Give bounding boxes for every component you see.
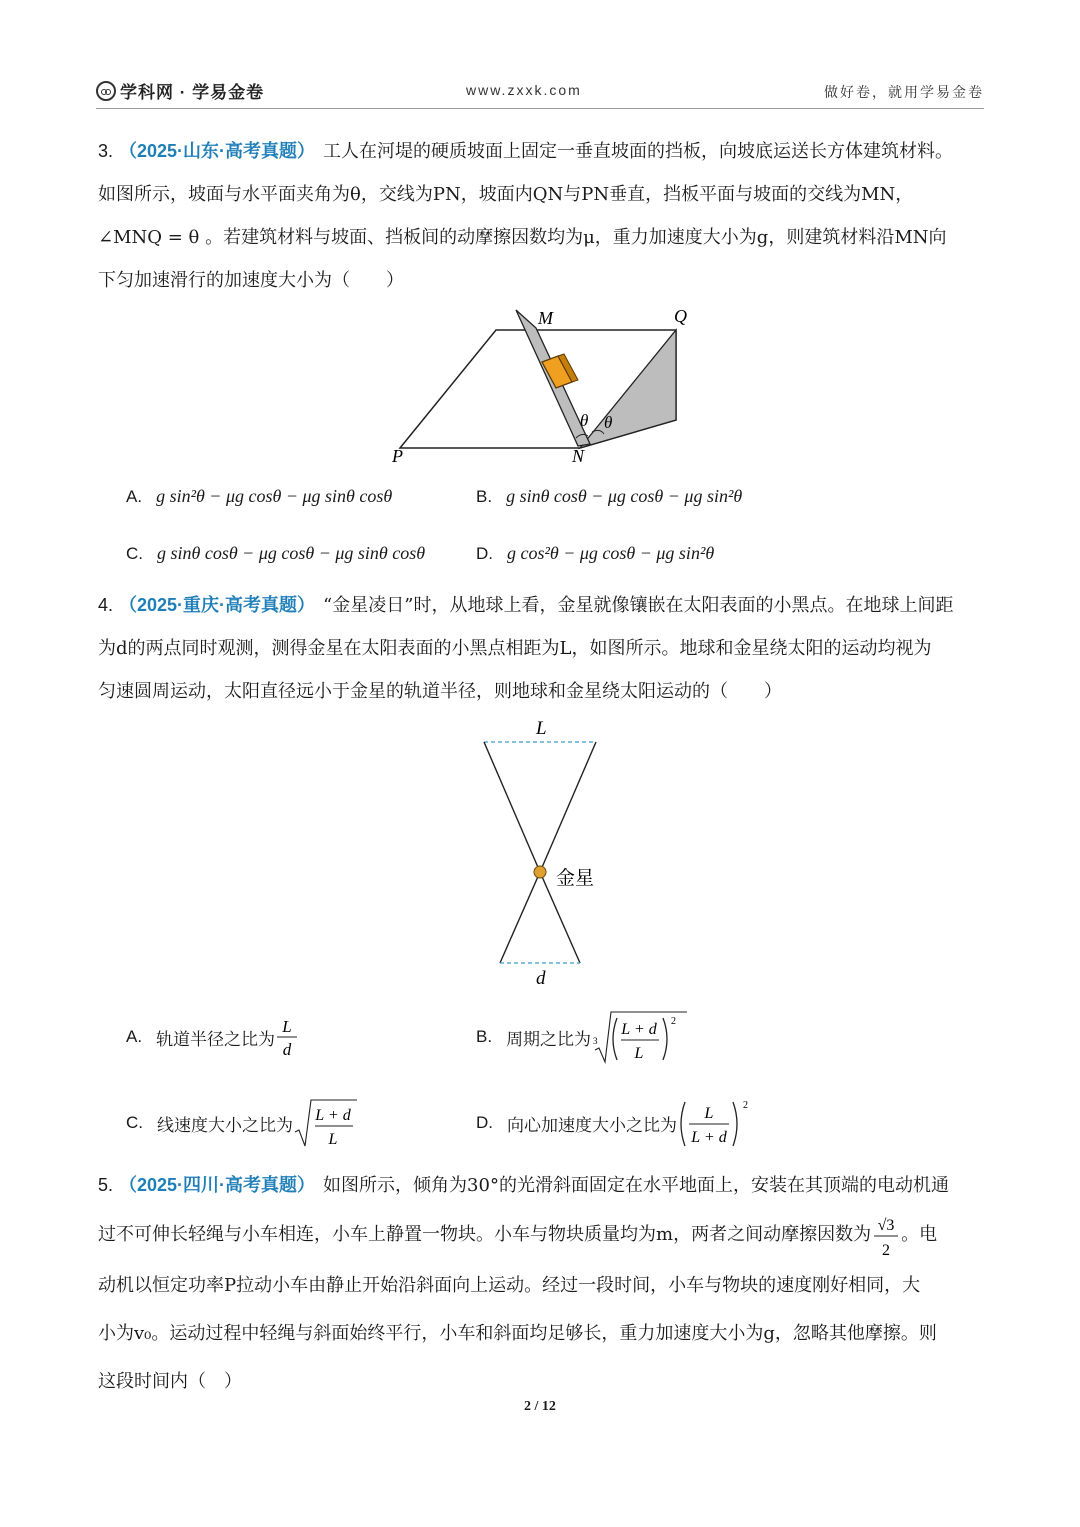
svg-text:2: 2 [882, 1241, 891, 1259]
question-source: （2025·四川·高考真题） [119, 1175, 316, 1195]
question-4-line-2: 为d的两点同时观测，测得金星在太阳表面的小黑点相距为L，如图所示。地球和金星绕太阳的运动均视为 [98, 638, 932, 659]
label-d: d [536, 968, 546, 989]
squared-fraction [677, 1094, 753, 1152]
svg-text:d: d [282, 1040, 292, 1059]
question-4-line-3: 匀速圆周运动，太阳直径远小于金星的轨道半径，则地球和金星绕太阳运动的（ ） [98, 681, 782, 702]
label-Q: Q [674, 306, 687, 326]
svg-text:L: L [704, 1105, 714, 1122]
svg-text:L + d: L + d [621, 1021, 657, 1038]
question-3-line-4: 下匀加速滑行的加速度大小为（ ） [98, 270, 404, 291]
friction-fraction [871, 1210, 901, 1260]
svg-text:3: 3 [593, 1036, 598, 1046]
question-4 [98, 584, 984, 713]
question-5-line-2: 过不可伸长轻绳与小车相连，小车上静置一物块。小车与物块质量均为m，两者之间动摩擦因数为 √3 2 。电 [98, 1207, 984, 1262]
question-number: 3. [98, 141, 114, 161]
page-header [96, 72, 984, 109]
label-theta-1: θ [580, 411, 589, 430]
question-number: 4. [98, 595, 114, 615]
svg-text:L + d: L + d [691, 1129, 727, 1146]
question-number: 5. [98, 1175, 114, 1195]
question-3-line-2: 如图所示，坡面与水平面夹角为θ，交线为PN，坡面内QN与PN垂直，挡板平面与坡面的交线为MN， [98, 184, 914, 205]
svg-text:L: L [328, 1131, 338, 1148]
label-theta-2: θ [604, 413, 613, 432]
svg-text:L: L [634, 1045, 644, 1062]
option-4c: C. 线速度大小之比为 L + d L [126, 1096, 359, 1150]
sqrt-expression [293, 1096, 359, 1150]
question-source: （2025·山东·高考真题） [119, 141, 316, 161]
question-5-line-4: 小为v₀。运动过程中轻绳与斜面始终平行，小车和斜面均足够长，重力加速度大小为g，忽略其他摩擦。则 [98, 1323, 937, 1344]
option-3d: D. g cos²θ − μg cosθ − μg sin²θ [476, 543, 715, 563]
svg-text:L + d: L + d [315, 1107, 351, 1124]
fraction-L-over-d [275, 1014, 299, 1060]
question-text: 如图所示，倾角为30°的光滑斜面固定在水平地面上，安装在其顶端的电动机通 [323, 1175, 949, 1196]
label-L: L [536, 718, 547, 739]
option-3b: B. g sinθ cosθ − μg cosθ − μg sin²θ [476, 486, 743, 506]
question-5 [98, 1164, 984, 1406]
svg-text:2: 2 [671, 1016, 677, 1027]
question-4-line-1 [98, 584, 984, 627]
label-venus: 金星 [556, 867, 595, 889]
label-N: N [572, 446, 585, 466]
venus-dot [534, 866, 546, 878]
site-url: www.zxxk.com [466, 82, 582, 98]
label-M: M [538, 308, 553, 328]
question-3-line-1 [98, 130, 984, 173]
option-4d: D. 向心加速度大小之比为 L L + d 2 [476, 1094, 753, 1152]
question-5-line-1 [98, 1164, 984, 1207]
question-5-line-3: 动机以恒定功率P拉动小车由静止开始沿斜面向上运动。经过一段时间，小车与物块的速度刚好相同，大 [98, 1275, 921, 1296]
question-3-line-3: ∠MNQ = θ 。若建筑材料与坡面、挡板间的动摩擦因数均为μ，重力加速度大小为g，则建筑材料沿MN向 [98, 227, 947, 248]
svg-text:L: L [282, 1017, 292, 1036]
question-3 [98, 130, 984, 302]
logo-text: 学科网 · 学易金卷 [120, 83, 265, 102]
label-P: P [392, 446, 403, 466]
cube-root-expression [591, 1008, 691, 1066]
option-4b: B. 周期之比为 3 L + d L 2 [476, 1008, 691, 1066]
question-source: （2025·重庆·高考真题） [119, 595, 316, 615]
svg-text:2: 2 [743, 1100, 748, 1111]
question-text: 工人在河堤的硬质坡面上固定一垂直坡面的挡板，向坡底运送长方体建筑材料。 [323, 141, 954, 162]
logo-face-icon [96, 81, 116, 101]
page-number: 2 / 12 [524, 1399, 556, 1414]
slope-figure [380, 300, 720, 470]
logo [96, 78, 264, 103]
slogan: 做好卷，就用学易金卷 [824, 84, 984, 100]
question-text: “金星凌日”时，从地球上看，金星就像镶嵌在太阳表面的小黑点。在地球上间距 [323, 595, 954, 616]
venus-transit-figure [470, 712, 630, 992]
question-5-line-5: 这段时间内（ ） [98, 1371, 242, 1392]
option-3c: C. g sinθ cosθ − μg cosθ − μg sinθ cosθ [126, 543, 426, 563]
option-3a: A. g sin²θ − μg cosθ − μg sinθ cosθ [126, 486, 393, 506]
option-4a: A. 轨道半径之比为 L d [126, 1014, 299, 1060]
svg-text:√3: √3 [877, 1216, 895, 1234]
